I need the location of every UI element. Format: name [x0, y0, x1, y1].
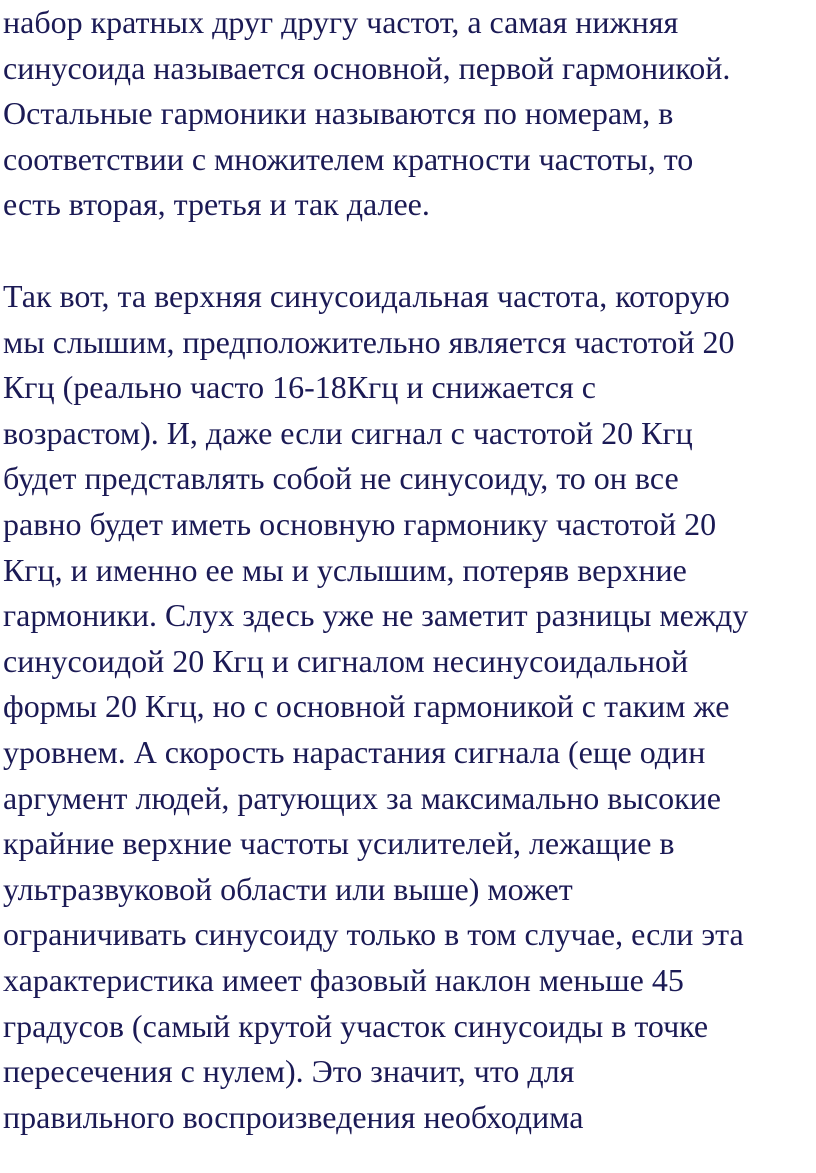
text-line: Кгц, и именно ее мы и услышим, потеряв верхние — [3, 551, 687, 588]
text-line: гармоники. Слух здесь уже не заметит разницы между — [3, 597, 749, 634]
text-line: равно будет иметь основную гармонику частотой 20 — [3, 505, 717, 542]
text-line: есть вторая, третья и так далее. — [3, 186, 430, 223]
text-line: будет представлять собой не синусоиду, то он все — [3, 460, 679, 497]
text-line: характеристика имеет фазовый наклон меньше 45 — [3, 961, 684, 998]
text-line: мы слышим, предположительно является частотой 20 — [3, 323, 735, 360]
text-line: уровнем. А скорость нарастания сигнала (еще один — [3, 733, 706, 770]
text-line: пересечения с нулем). Это значит, что для — [3, 1053, 575, 1090]
paragraph-1 — [3, 0, 730, 228]
text-line: соответствии с множителем кратности частоты, то — [3, 140, 694, 177]
text-line: правильного воспроизведения необходима — [3, 1098, 584, 1135]
text-line: Кгц (реально часто 16-18Кгц и снижается с — [3, 369, 596, 406]
text-line: ультразвуковой области или выше) может — [3, 870, 573, 907]
text-line: ограничивать синусоиду только в том случае, если эта — [3, 916, 744, 953]
text-line: Так вот, та верхняя синусоидальная частота, которую — [3, 278, 730, 314]
text-line: возрастом). И, даже если сигнал с частотой 20 Кгц — [3, 414, 693, 451]
text-line: аргумент людей, ратующих за максимально высокие — [3, 779, 721, 816]
text-line: формы 20 Кгц, но с основной гармоникой с таким же — [3, 688, 730, 725]
paragraph-2 — [3, 274, 748, 1140]
text-line: градусов (самый крутой участок синусоиды в точке — [3, 1007, 709, 1044]
text-line: набор кратных друг другу частот, а самая нижняя — [3, 4, 679, 40]
text-line: синусоидой 20 Кгц и сигналом несинусоидальной — [3, 642, 689, 679]
text-line: Остальные гармоники называются по номерам, в — [3, 95, 674, 132]
text-line: синусоида называется основной, первой гармоникой. — [3, 49, 731, 86]
text-line: крайние верхние частоты усилителей, лежащие в — [3, 825, 675, 862]
